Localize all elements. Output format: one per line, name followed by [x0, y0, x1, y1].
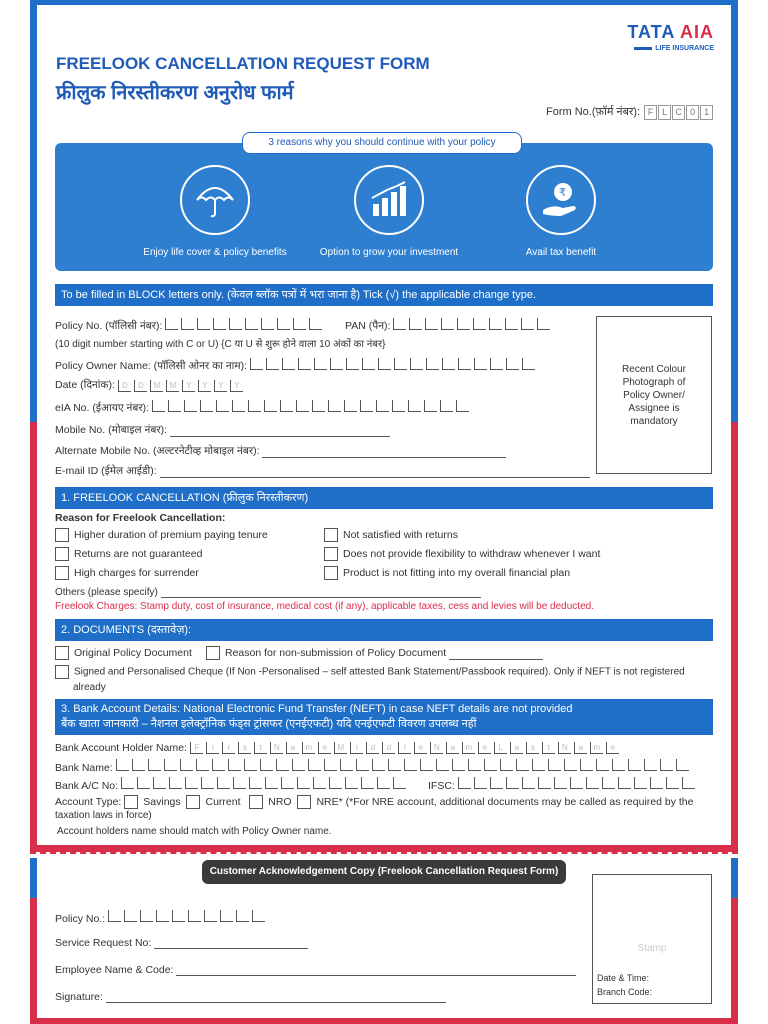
bottom-border: [30, 1018, 738, 1024]
name-match-note: Account holders name should match with Policy Owner name.: [57, 826, 332, 837]
non-submission-checkbox[interactable]: Reason for non-submission of Policy Document: [206, 646, 543, 660]
reason-checkbox[interactable]: Not satisfied with returns: [324, 528, 458, 542]
form-title-hindi: फ्रीलुक निरस्तीकरण अनुरोध फार्म: [56, 82, 294, 104]
original-doc-checkbox[interactable]: Original Policy Document: [55, 646, 192, 660]
reason-checkbox[interactable]: High charges for surrender: [55, 566, 199, 580]
freelook-charges-note: Freelook Charges: Stamp duty, cost of insurance, medical cost (if any), applicable taxes, cess and levies will be deducted.: [55, 601, 594, 612]
eia-field[interactable]: eIA No. (ईआयए नंबर):: [55, 400, 472, 415]
ifsc-field[interactable]: IFSC:: [428, 777, 698, 792]
reason-checkbox[interactable]: Returns are not guaranteed: [55, 547, 202, 561]
cheque-note-cont: already: [73, 682, 106, 693]
form-title: FREELOOK CANCELLATION REQUEST FORM: [56, 54, 430, 73]
reason-checkbox[interactable]: Does not provide flexibility to withdraw whenever I want: [324, 547, 600, 561]
block-letters-bar: To be filled in BLOCK letters only. (केवल ब्लॉक पत्रों में भरा जाना है) Tick (√) the applicable change type.: [55, 284, 713, 306]
section2-bar: 2. DOCUMENTS (दस्तावेज़):: [55, 619, 713, 641]
cut-line: [30, 852, 738, 854]
signature-field[interactable]: Signature:: [55, 991, 446, 1003]
cheque-checkbox[interactable]: Signed and Personalised Cheque (If Non -Personalised – self attested Bank Statement/Passbook required). Only if NEFT is not registered: [55, 665, 685, 679]
policy-no-field[interactable]: Policy No. (पॉलिसी नंबर):: [55, 318, 325, 333]
account-no-field[interactable]: Bank A/C No:: [55, 777, 409, 792]
tata-aia-logo: TATA AIA LIFE INSURANCE: [627, 22, 714, 52]
growth-chart-icon: [354, 165, 424, 235]
reason-checkbox[interactable]: Higher duration of premium paying tenure: [55, 528, 268, 542]
section3-bar: 3. Bank Account Details: National Electronic Fund Transfer (NEFT) in case NEFT details are not provided बैंक खाता जानकारी – नैशनल इलेक्ट्रॉनिक फंड्स ट्रांसफर (एनईएफटी) यदि एनईएफटी विवरण उपलब्ध नहीं: [55, 699, 713, 735]
employee-field[interactable]: Employee Name & Code:: [55, 964, 576, 976]
account-type: Account Type: Savings Current NRO NRE* (*For NRE account, additional documents may be called as required by the: [55, 795, 694, 808]
reasons-panel: [55, 143, 713, 271]
policy-note: (10 digit number starting with C or U) {C या U से शुरू होने वाला 10 अंकों का नंबर}: [55, 339, 386, 350]
reason-grow: Option to grow your investment: [289, 165, 489, 258]
current-checkbox[interactable]: [186, 795, 200, 809]
section1-bar: 1. FREELOOK CANCELLATION (फ्रीलुक निरस्तीकरण): [55, 487, 713, 509]
nro-checkbox[interactable]: [249, 795, 263, 809]
pan-field[interactable]: PAN (पैन):: [345, 318, 553, 333]
photo-box[interactable]: Recent Colour Photograph of Policy Owner/ Assignee is mandatory: [596, 316, 712, 474]
date-field[interactable]: Date (दिनांक): D D M M Y Y Y Y: [55, 378, 246, 392]
taxation-note: taxation laws in force): [55, 810, 152, 821]
reason-heading: Reason for Freelook Cancellation:: [55, 512, 226, 524]
umbrella-icon: [180, 165, 250, 235]
reason-checkbox[interactable]: Product is not fitting into my overall financial plan: [324, 566, 570, 580]
email-field[interactable]: E-mail ID (ईमेल आईडी):: [55, 464, 590, 478]
holder-name-field[interactable]: Bank Account Holder Name: F i r s t N a m e M i d d l e N a m e L a s t N a m e: [55, 741, 622, 754]
form-number: Form No.(फ़ॉर्म नंबर): F L C 0 1: [546, 104, 713, 120]
bank-name-field[interactable]: Bank Name:: [55, 759, 692, 774]
reasons-tab: 3 reasons why you should continue with your policy: [242, 132, 522, 154]
ack-tab: Customer Acknowledgement Copy (Freelook Cancellation Request Form): [202, 860, 566, 884]
rupee-hand-icon: [526, 165, 596, 235]
savings-checkbox[interactable]: [124, 795, 138, 809]
reason-life-cover: Enjoy life cover & policy benefits: [115, 165, 315, 258]
svg-text:₹: ₹: [559, 186, 566, 199]
ack-policy-field[interactable]: Policy No.:: [55, 910, 268, 925]
nre-checkbox[interactable]: [297, 795, 311, 809]
stamp-box: Stamp Date & Time: Branch Code:: [592, 874, 712, 1004]
service-request-field[interactable]: Service Request No:: [55, 937, 308, 949]
alt-mobile-field[interactable]: Alternate Mobile No. (अल्टरनेटीव्ह मोबाइल नंबर):: [55, 444, 506, 458]
mobile-field[interactable]: Mobile No. (मोबाइल नंबर):: [55, 423, 390, 437]
owner-name-field[interactable]: Policy Owner Name: (पॉलिसी ओनर का नाम):: [55, 358, 538, 373]
others-field[interactable]: Others (please specify): [55, 587, 481, 598]
reason-tax: ₹ Avail tax benefit: [461, 165, 661, 258]
